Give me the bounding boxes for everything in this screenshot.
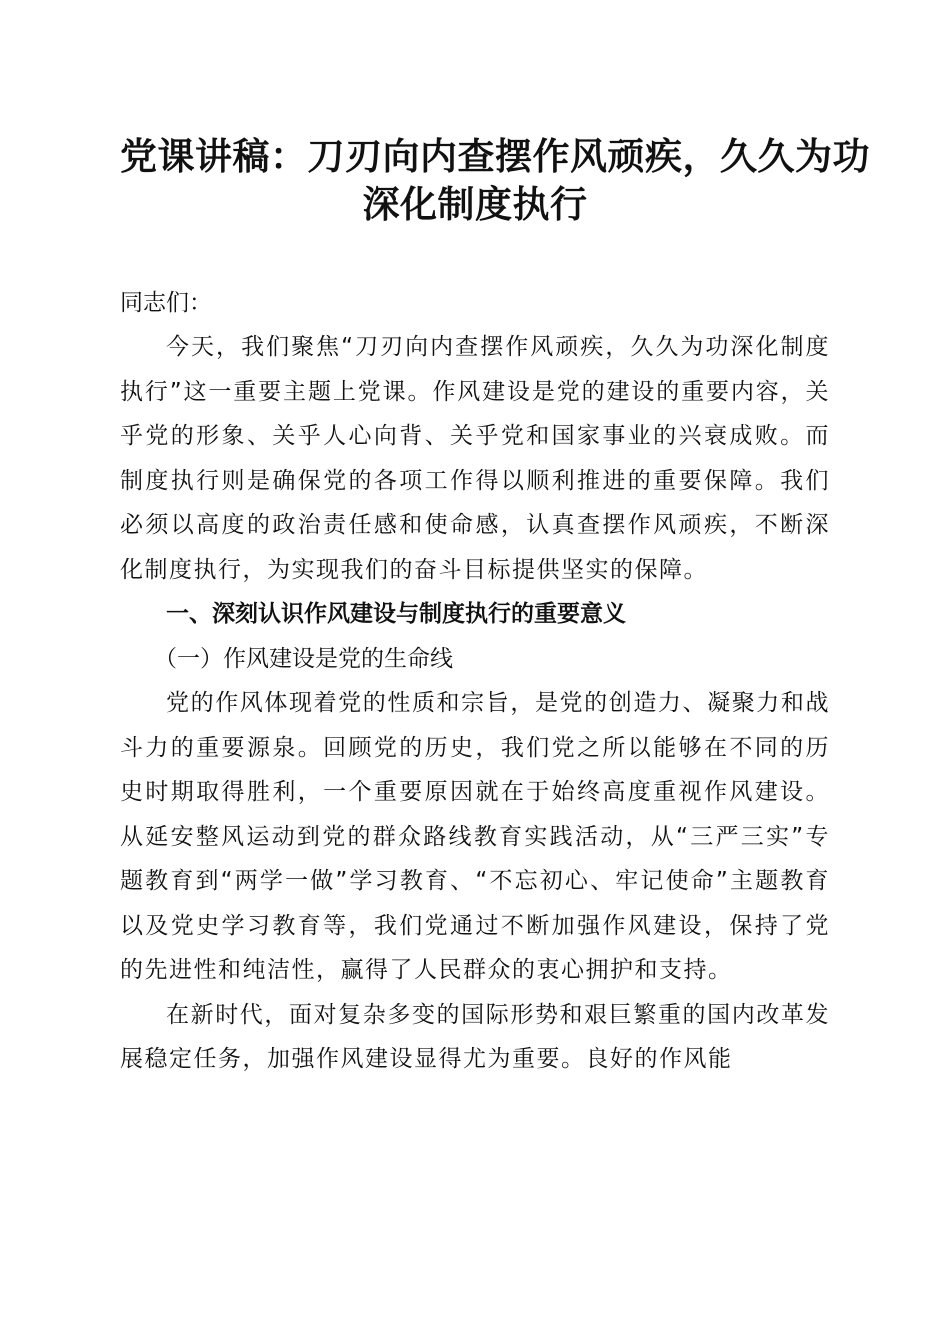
intro-paragraph: 今天，我们聚焦“刀刃向内查摆作风顽疾，久久为功深化制度执行”这一重要主题上党课。作风建设是党的建设的重要内容，关乎党的形象、关乎人心向背、关乎党和国家事业的兴衰成败。而制度执行则是确保党的各项工作得以顺利推进的重要保障。我们必须以高度的政治责任感和使命感，认真查摆作风顽疾，不断深化制度执行，为实现我们的奋斗目标提供坚实的保障。 [120,334,830,583]
section-heading-1: 一、深刻认识作风建设与制度执行的重要意义 [166,601,626,627]
document-page [120,132,870,1082]
body-paragraph-2: 在新时代，面对复杂多变的国际形势和艰巨繁重的国内改革发展稳定任务，加强作风建设显得尤为重要。良好的作风能 [120,1001,830,1072]
title-line-1: 党课讲稿：刀刃向内查摆作风顽疾，久久为功 [120,134,870,178]
subsection-heading-1: （一）作风建设是党的生命线 [154,645,453,672]
salutation: 同志们： [120,290,212,316]
document-title [120,132,870,228]
title-line-2: 深化制度执行 [362,182,588,226]
body-paragraph-1: 党的作风体现着党的性质和宗旨，是党的创造力、凝聚力和战斗力的重要源泉。回顾党的历史，我们党之所以能够在不同的历史时期取得胜利，一个重要原因就在于始终高度重视作风建设。从延安整风运动到党的群众路线教育实践活动，从“三严三实”专题教育到“两学一做”学习教育、“不忘初心、牢记使命”主题教育以及党史学习教育等，我们党通过不断加强作风建设，保持了党的先进性和纯洁性，赢得了人民群众的衷心拥护和支持。 [120,690,830,983]
